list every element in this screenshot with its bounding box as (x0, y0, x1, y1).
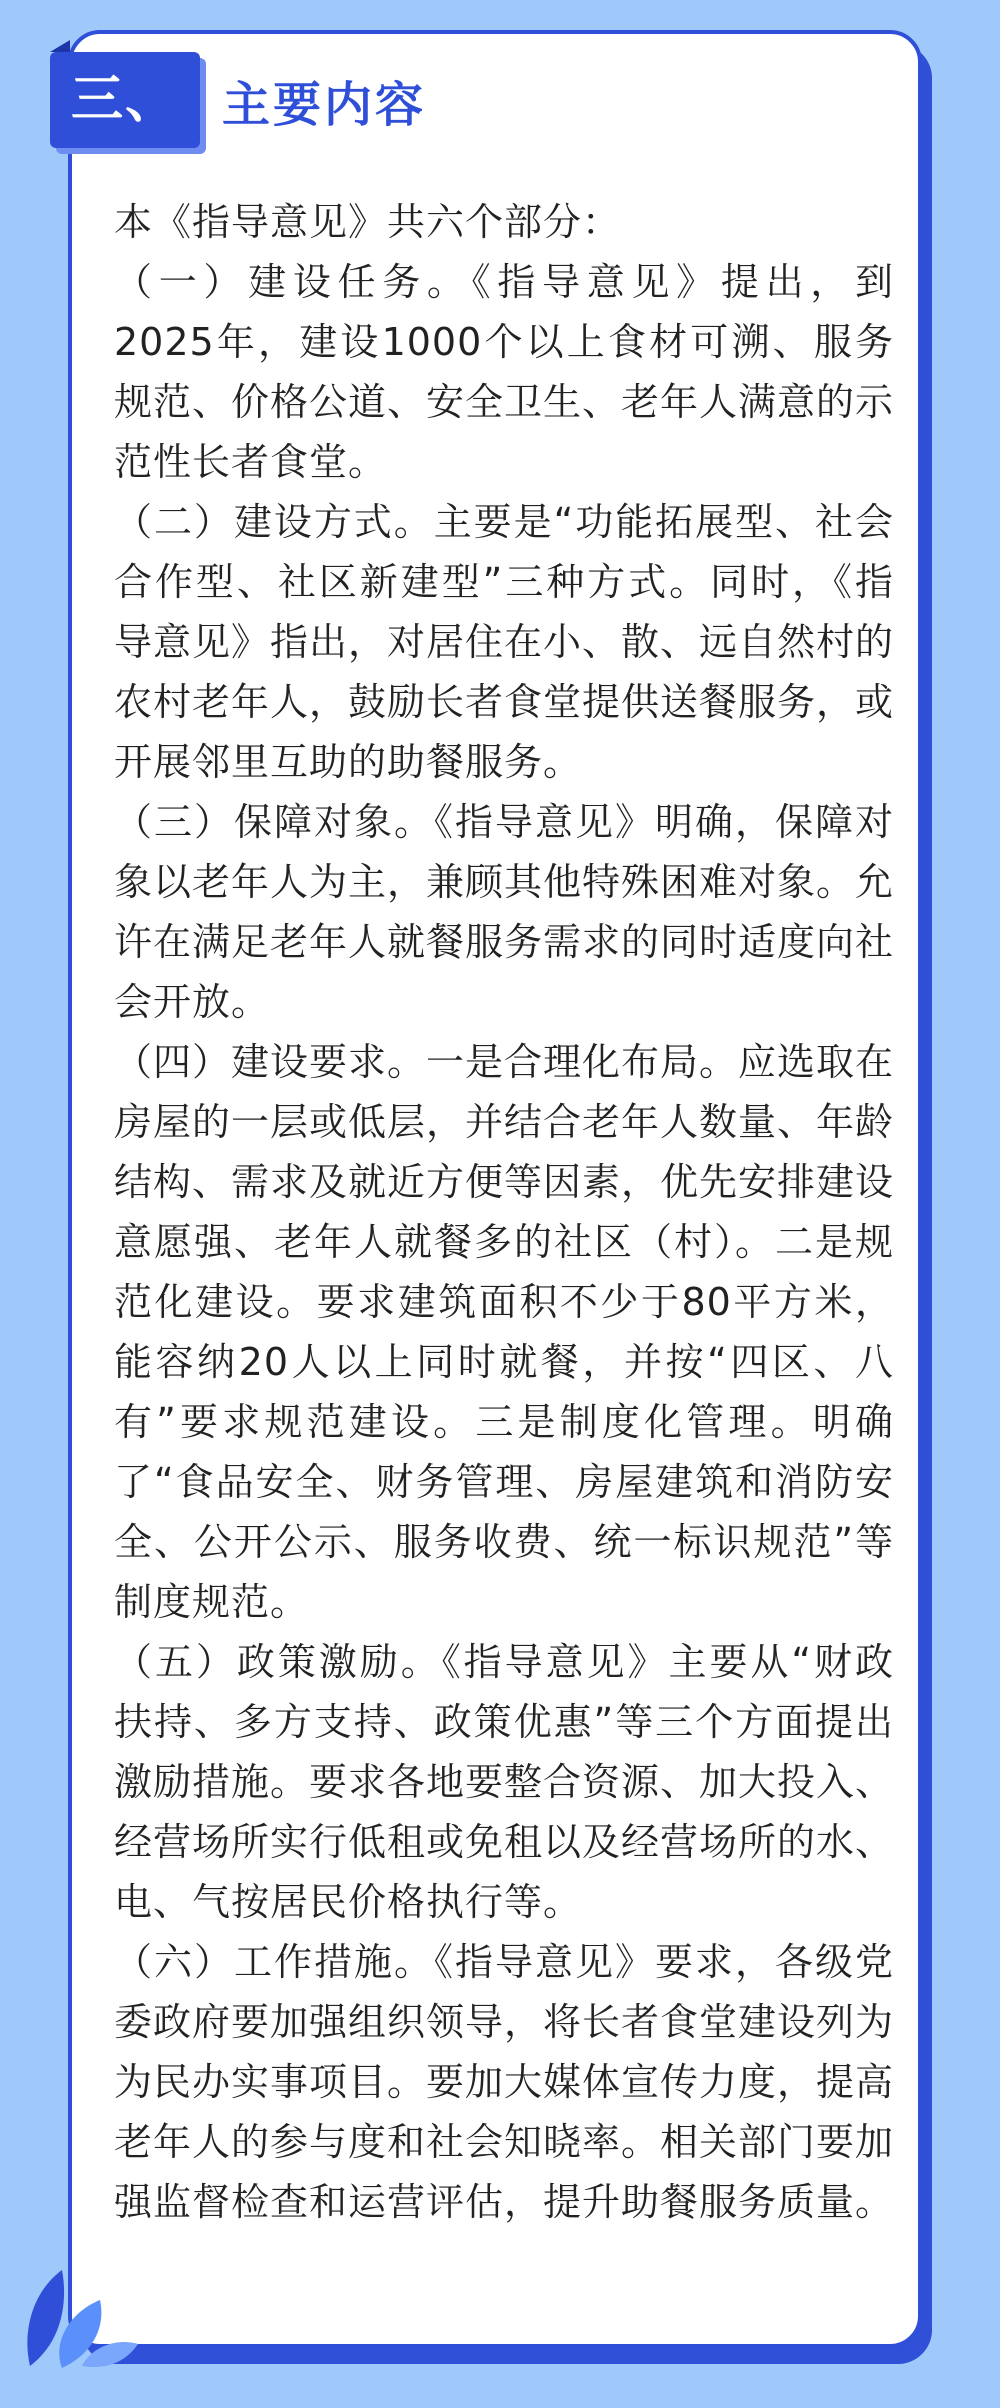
paragraph-4: （四）建设要求。一是合理化布局。应选取在房屋的一层或低层，并结合老年人数量、年龄结构、需求及就近方便等因素，优先安排建设意愿强、老年人就餐多的社区（村）。二是规范化建设。要求建筑面积不少于80平方米，能容纳20人以上同时就餐，并按“四区、八有”要求规范建设。三是制度化管理。明确了“食品安全、财务管理、房屋建筑和消防安全、公开公示、服务收费、统一标识规范”等制度规范。 (114, 1040, 895, 1624)
paragraph-intro: 本《指导意见》共六个部分： (114, 200, 622, 244)
paragraph-5: （五）政策激励。《指导意见》主要从“财政扶持、多方支持、政策优惠”等三个方面提出激励措施。要求各地要整合资源、加大投入、经营场所实行低租或免租以及经营场所的水、电、气按居民价格执行等。 (114, 1640, 895, 1924)
section-title: 主要内容 (222, 77, 427, 133)
section-tab-fold (50, 40, 70, 52)
paragraph-2: （二）建设方式。主要是“功能拓展型、社会合作型、社区新建型”三种方式。同时，《指导意见》指出，对居住在小、散、远自然村的农村老年人，鼓励长者食堂提供送餐服务，或开展邻里互助的助餐服务。 (114, 500, 895, 784)
paragraph-1: （一）建设任务。《指导意见》提出，到2025年，建设1000个以上食材可溯、服务规范、价格公道、安全卫生、老年人满意的示范性长者食堂。 (114, 260, 895, 484)
article-body (114, 192, 894, 2232)
paragraph-6: （六）工作措施。《指导意见》要求，各级党委政府要加强组织领导，将长者食堂建设列为为民办实事项目。要加大媒体宣传力度，提高老年人的参与度和社会知晓率。相关部门要加强监督检查和运营评估，提升助餐服务质量。 (114, 1940, 895, 2224)
paragraph-3: （三）保障对象。《指导意见》明确，保障对象以老年人为主，兼顾其他特殊困难对象。允许在满足老年人就餐服务需求的同时适度向社会开放。 (114, 800, 895, 1024)
leaf-decoration-icon (22, 2262, 142, 2372)
section-number: 三、 (70, 70, 179, 130)
